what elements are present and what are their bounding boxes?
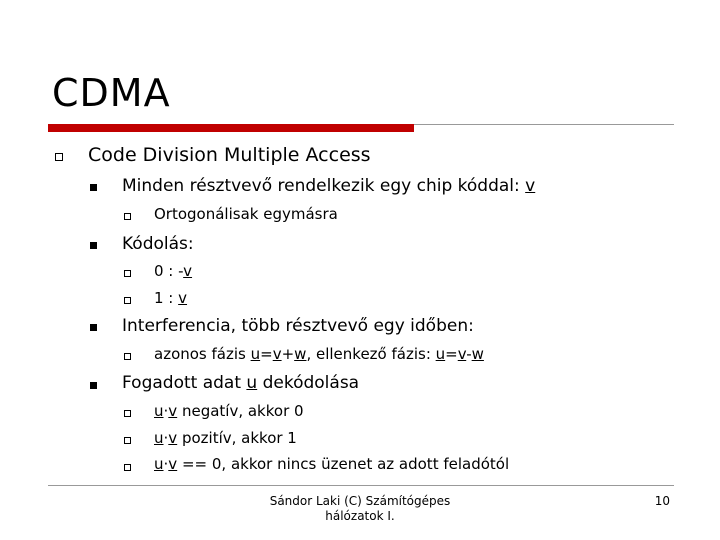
footer-line-1: Sándor Laki (C) Számítógépes <box>269 494 451 508</box>
footer-line-2: hálózatok I. <box>325 509 395 523</box>
text-part: - <box>466 345 472 363</box>
main-bullet-text: Code Division Multiple Access <box>88 144 371 166</box>
item-4-var: u <box>246 373 258 393</box>
var-v: v <box>168 429 178 447</box>
page-number: 10 <box>654 494 670 508</box>
var-v: v <box>168 402 178 420</box>
var-v: v <box>272 345 282 363</box>
dot-operator: · <box>163 429 169 447</box>
bullet-hollow-square-icon <box>55 153 63 161</box>
item-4-sub-3 <box>154 455 509 473</box>
title-accent-rule <box>48 124 414 132</box>
item-2: Kódolás: <box>122 234 194 254</box>
text-part: == 0, akkor nincs üzenet az adott feladótól <box>177 455 510 473</box>
item-2-sub-2 <box>154 289 187 307</box>
item-3-sub-1 <box>154 345 484 363</box>
item-1-text: Minden résztvevő rendelkezik egy chip kóddal: <box>122 176 526 196</box>
item-4-text: Fogadott adat <box>122 373 247 393</box>
text-part: = <box>445 345 458 363</box>
item-4-sub-2 <box>154 429 297 447</box>
item-2-sub-1 <box>154 262 192 280</box>
item-2-sub-1-prefix: 0 : - <box>154 262 184 280</box>
var-u: u <box>154 455 164 473</box>
bullet-filled-square-icon <box>90 184 97 191</box>
bullet-filled-square-icon <box>90 382 97 389</box>
var-v: v <box>168 455 178 473</box>
bullet-filled-square-icon <box>90 324 97 331</box>
item-4-tail: dekódolása <box>257 373 360 393</box>
item-1 <box>122 176 535 196</box>
var-v: v <box>457 345 467 363</box>
var-w: w <box>294 345 307 363</box>
footer <box>250 494 470 524</box>
bullet-small-hollow-square-icon <box>124 270 131 277</box>
text-part: + <box>281 345 295 363</box>
item-1-sub-1: Ortogonálisak egymásra <box>154 205 338 223</box>
text-part: negatív, akkor 0 <box>177 402 304 420</box>
var-u: u <box>154 402 164 420</box>
item-2-sub-2-prefix: 1 : <box>154 289 179 307</box>
var-u: u <box>250 345 261 363</box>
item-2-sub-2-var: v <box>178 289 188 307</box>
bullet-small-hollow-square-icon <box>124 213 131 220</box>
slide-title: CDMA <box>52 71 171 115</box>
var-u: u <box>154 429 164 447</box>
bullet-small-hollow-square-icon <box>124 353 131 360</box>
item-4 <box>122 373 359 393</box>
var-w: w <box>471 345 484 363</box>
title-thin-rule <box>414 124 674 125</box>
bullet-small-hollow-square-icon <box>124 297 131 304</box>
item-1-var: v <box>525 176 536 196</box>
dot-operator: · <box>163 402 169 420</box>
bullet-small-hollow-square-icon <box>124 437 131 444</box>
text-part: azonos fázis <box>154 345 251 363</box>
bullet-small-hollow-square-icon <box>124 464 131 471</box>
item-2-sub-1-var: v <box>183 262 193 280</box>
var-u: u <box>435 345 446 363</box>
text-part: = <box>260 345 273 363</box>
text-part: pozitív, akkor 1 <box>177 429 297 447</box>
footer-rule <box>48 485 674 486</box>
dot-operator: · <box>163 455 169 473</box>
bullet-filled-square-icon <box>90 242 97 249</box>
bullet-small-hollow-square-icon <box>124 410 131 417</box>
text-part: , ellenkező fázis: <box>306 345 436 363</box>
item-4-sub-1 <box>154 402 304 420</box>
item-3: Interferencia, több résztvevő egy időben: <box>122 316 474 336</box>
